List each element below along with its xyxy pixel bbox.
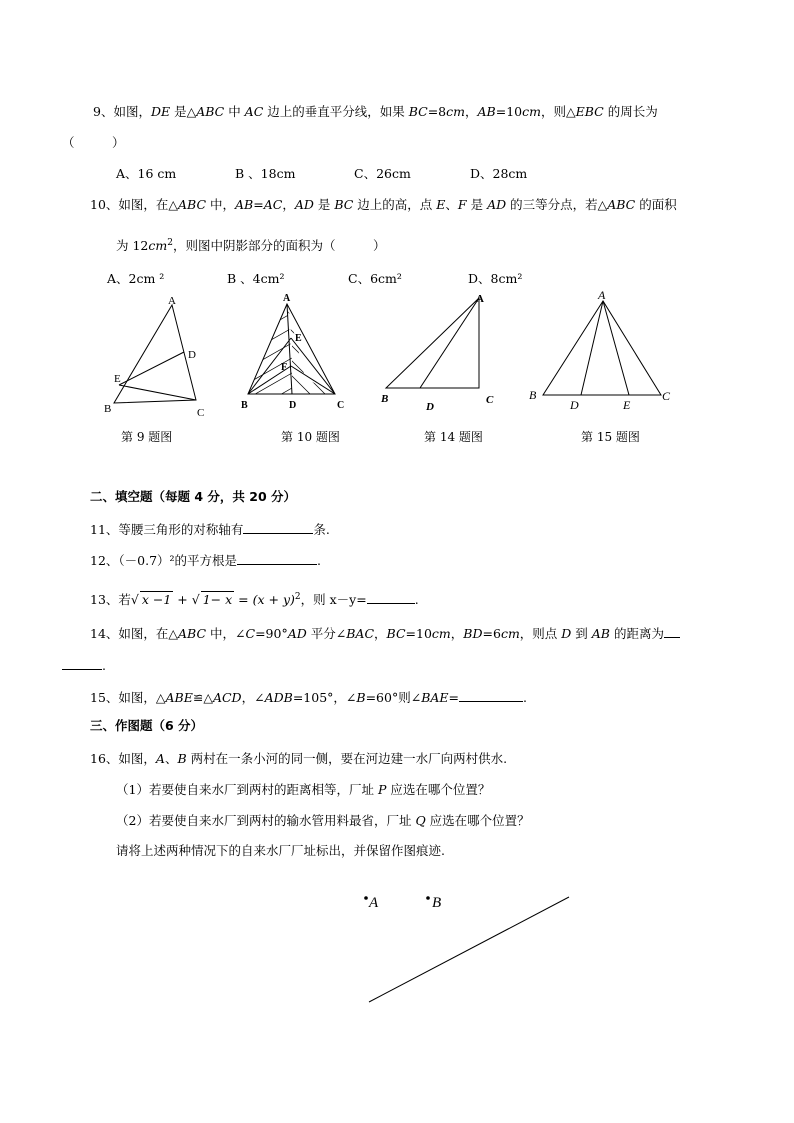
fig10-segment-ce	[291, 338, 335, 394]
q16-p: P	[377, 782, 387, 797]
q15-abe: ABE	[165, 690, 193, 705]
fig9-segment-ec	[119, 385, 196, 400]
fig14-label-c: C	[486, 394, 494, 406]
q9-text: ，则△	[540, 104, 576, 119]
q14-text: 到	[571, 626, 592, 641]
q13-sup: 2	[294, 592, 301, 602]
q14-bc: BC	[386, 626, 406, 641]
q15-acd: ACD	[212, 690, 242, 705]
q15-bae: BAE	[421, 690, 449, 705]
q10-option-b: B 、4cm²	[227, 271, 285, 286]
q9-ebc: EBC	[575, 104, 604, 119]
q10-sup: 2	[167, 238, 173, 248]
fig9-label-c: C	[197, 407, 205, 419]
q10-bc: BC	[334, 197, 354, 212]
fig10-label-a: A	[283, 293, 291, 304]
fig15-label-c: C	[662, 389, 671, 403]
q10-ab-ac: AB=AC	[235, 197, 283, 212]
q9-text: =8	[427, 104, 447, 119]
q14-bd: BD	[463, 626, 483, 641]
q12-text: 12、（－0.7）²的平方根是	[90, 553, 238, 568]
q16-b: B	[177, 751, 187, 766]
q10-text: 的三等分点，若△	[506, 197, 608, 212]
q9-answer-paren: （ ）	[62, 135, 125, 150]
q10-text: 的面积	[635, 197, 677, 212]
q9-option-c: C、26cm	[354, 166, 411, 181]
q16-stem	[90, 751, 507, 767]
q14-line2	[62, 657, 106, 674]
point-a-dot	[364, 896, 368, 900]
q10-ad: AD	[487, 197, 507, 212]
q10-unit: cm	[148, 238, 168, 254]
q13: 13、若√ x −1 + √ $1- x = (x + y)^2$，则 x－y= .	[90, 592, 419, 608]
q9-option-d: D、28cm	[470, 166, 528, 181]
q14-blank-cont	[62, 657, 102, 670]
q14-text: 中，∠	[206, 626, 246, 641]
q12	[90, 552, 321, 569]
fig14-label-b: B	[381, 393, 389, 405]
point-a-label: A	[369, 895, 379, 911]
q16-part2-text: 应选在哪个位置？	[425, 813, 530, 828]
q15-blank	[459, 689, 523, 702]
q15-text: 15、如图，△	[90, 690, 166, 705]
q14-unit: cm	[500, 626, 520, 641]
q12-blank	[237, 552, 317, 565]
q11	[90, 521, 330, 538]
q16-text: 两村在一条小河的同一侧，要在河边建一水厂向两村供水.	[186, 751, 508, 766]
q10-text: 是	[313, 197, 335, 212]
fig10-label-e: E	[295, 333, 302, 344]
q14-blank	[664, 625, 680, 638]
q10-f: F	[457, 197, 467, 212]
q15	[90, 689, 527, 706]
q9-ac: AC	[244, 104, 264, 119]
figure-10	[236, 290, 356, 420]
q14-c: C	[245, 626, 256, 641]
q9-text: 的周长为	[603, 104, 658, 119]
fig15-caption: 第 15 题图	[581, 430, 640, 444]
q9-ab: AB	[477, 104, 496, 119]
q14-bac: BAC	[346, 626, 375, 641]
section3-heading: 三、作图题（6 分）	[90, 718, 204, 733]
q9-de: DE	[150, 104, 171, 119]
q15-b: B	[356, 690, 366, 705]
q9-text: ，	[465, 104, 478, 119]
fig15-label-a: A	[598, 288, 606, 302]
q13-blank	[367, 591, 415, 604]
q14-text: =6	[482, 626, 501, 641]
q10-text: 、	[445, 197, 458, 212]
river-line	[369, 897, 569, 1002]
q11-end: 条.	[313, 522, 330, 537]
q15-adb: ADB	[264, 690, 293, 705]
q13-text: 13、若	[90, 592, 131, 608]
q14-d: D	[561, 626, 572, 641]
q13-end: .	[414, 592, 419, 608]
q10-text: 边上的高，点	[353, 197, 437, 212]
q16-text: 16、如图，	[90, 751, 156, 766]
q14-text: ，	[374, 626, 387, 641]
q10-abc: ABC	[178, 197, 207, 212]
q9-text: =10	[495, 104, 523, 119]
q9-text: 边上的垂直平分线，如果	[263, 104, 409, 119]
q16-part1	[116, 782, 490, 798]
point-b-label: B	[432, 895, 442, 911]
figure-15	[525, 285, 675, 415]
fig14-caption: 第 14 题图	[424, 430, 483, 444]
q16-part2	[116, 813, 530, 829]
figure-16	[355, 885, 595, 1015]
fig10-label-d: D	[289, 400, 297, 411]
point-b-dot	[426, 896, 430, 900]
figure-14	[378, 290, 508, 420]
fig15-segment-ae	[603, 301, 629, 395]
q9-unit: cm	[446, 104, 465, 119]
q10-ad: AD	[294, 197, 314, 212]
q14-text: 平分∠	[306, 626, 347, 641]
fig14-label-d: D	[426, 401, 434, 413]
q10-stem-line2	[116, 235, 386, 254]
q14-ad: AD	[287, 626, 307, 641]
q14-unit: cm	[431, 626, 451, 641]
q14-end: .	[102, 658, 106, 673]
q10-text: 中，	[206, 197, 236, 212]
q10-option-c: C、6cm²	[348, 271, 402, 286]
q16-part1-text: （1）若要使自来水厂到两村的距离相等，厂址	[116, 782, 378, 797]
q10-e: E	[436, 197, 446, 212]
fig10-segment-cf	[291, 366, 335, 394]
q9-option-b: B 、18cm	[235, 166, 296, 181]
fig15-label-d: D	[570, 398, 579, 412]
fig14-triangle	[386, 298, 479, 388]
q16-a: A	[155, 751, 165, 766]
q14	[90, 625, 680, 642]
q15-text: =	[448, 690, 460, 705]
q16-part1-text: 应选在哪个位置？	[386, 782, 491, 797]
q11-text: 11、等腰三角形的对称轴有	[90, 522, 244, 537]
fig15-label-e: E	[623, 398, 631, 412]
fig10-label-c: C	[337, 400, 345, 411]
q15-text: =60°则∠	[365, 690, 422, 705]
q16-text: 、	[164, 751, 178, 766]
fig15-triangle	[543, 301, 661, 395]
q10-text: 为 12	[116, 238, 149, 254]
fig14-segment-ad	[420, 298, 479, 388]
fig14-label-a: A	[476, 293, 484, 305]
q14-abc: ABC	[178, 626, 207, 641]
q10-number: 10、如图，在△	[90, 197, 179, 212]
q9-bc: BC	[408, 104, 428, 119]
q15-text: ≌△	[192, 690, 213, 705]
fig15-segment-ad	[581, 301, 603, 395]
fig9-label-d: D	[188, 349, 196, 361]
q9-stem	[93, 104, 658, 120]
q14-text: =10	[405, 626, 432, 641]
fig10-altitude-ad	[287, 304, 292, 394]
q10-text: 是	[466, 197, 488, 212]
q13-equation: = (x + y)	[234, 592, 295, 608]
fig9-triangle	[114, 305, 196, 403]
q16-instruction: 请将上述两种情况下的自来水厂厂址标出，并保留作图痕迹.	[116, 843, 445, 858]
fig10-caption: 第 10 题图	[281, 430, 340, 444]
q16-part2-text: （2）若要使自来水厂到两村的输水管用料最省，厂址	[116, 813, 416, 828]
q10-stem	[90, 197, 677, 213]
q13-text: ，则 x－y=	[300, 592, 367, 608]
fig9-label-e: E	[114, 373, 121, 385]
q9-text: 中	[224, 104, 245, 119]
fig9-label-a: A	[168, 295, 176, 307]
q15-text: ，∠	[241, 690, 265, 705]
q12-end: .	[317, 553, 322, 568]
fig9-caption: 第 9 题图	[121, 430, 173, 444]
fig10-label-f: F	[281, 362, 288, 373]
q14-text: ，则点	[519, 626, 562, 641]
q9-option-a: A、16 cm	[116, 166, 177, 181]
fig9-segment-de	[119, 352, 184, 385]
fig9-label-b: B	[104, 403, 112, 415]
q9-text: 是△	[170, 104, 197, 119]
q13-radical-1: x −1	[141, 592, 172, 608]
q9-abc: ABC	[196, 104, 225, 119]
section2-heading: 二、填空题（每题 4 分，共 20 分）	[90, 489, 297, 504]
q14-text: ，	[450, 626, 464, 641]
q11-blank	[243, 521, 313, 534]
q10-abc: ABC	[607, 197, 636, 212]
q10-option-a: A、2cm ²	[107, 271, 165, 286]
q10-option-d: D、8cm²	[468, 271, 523, 286]
q9-unit: cm	[522, 104, 541, 119]
q14-text: 14、如图，在△	[90, 626, 179, 641]
q15-end: .	[523, 690, 527, 705]
q10-text: ，	[282, 197, 295, 212]
q13-plus: +	[173, 592, 192, 608]
q13-radical-2: 1− x	[202, 592, 233, 608]
q14-text: =90°	[255, 626, 288, 641]
q10-text: ，则图中阴影部分的面积为（ ）	[172, 238, 386, 254]
q14-text: 的距离为	[609, 626, 664, 641]
fig10-label-b: B	[241, 400, 248, 411]
figure-9	[100, 290, 210, 420]
q9-number: 9、如图，	[93, 104, 151, 119]
q14-ab: AB	[591, 626, 610, 641]
q15-text: =105°，∠	[292, 690, 357, 705]
q16-q: Q	[415, 813, 426, 828]
fig15-label-b: B	[529, 388, 537, 402]
